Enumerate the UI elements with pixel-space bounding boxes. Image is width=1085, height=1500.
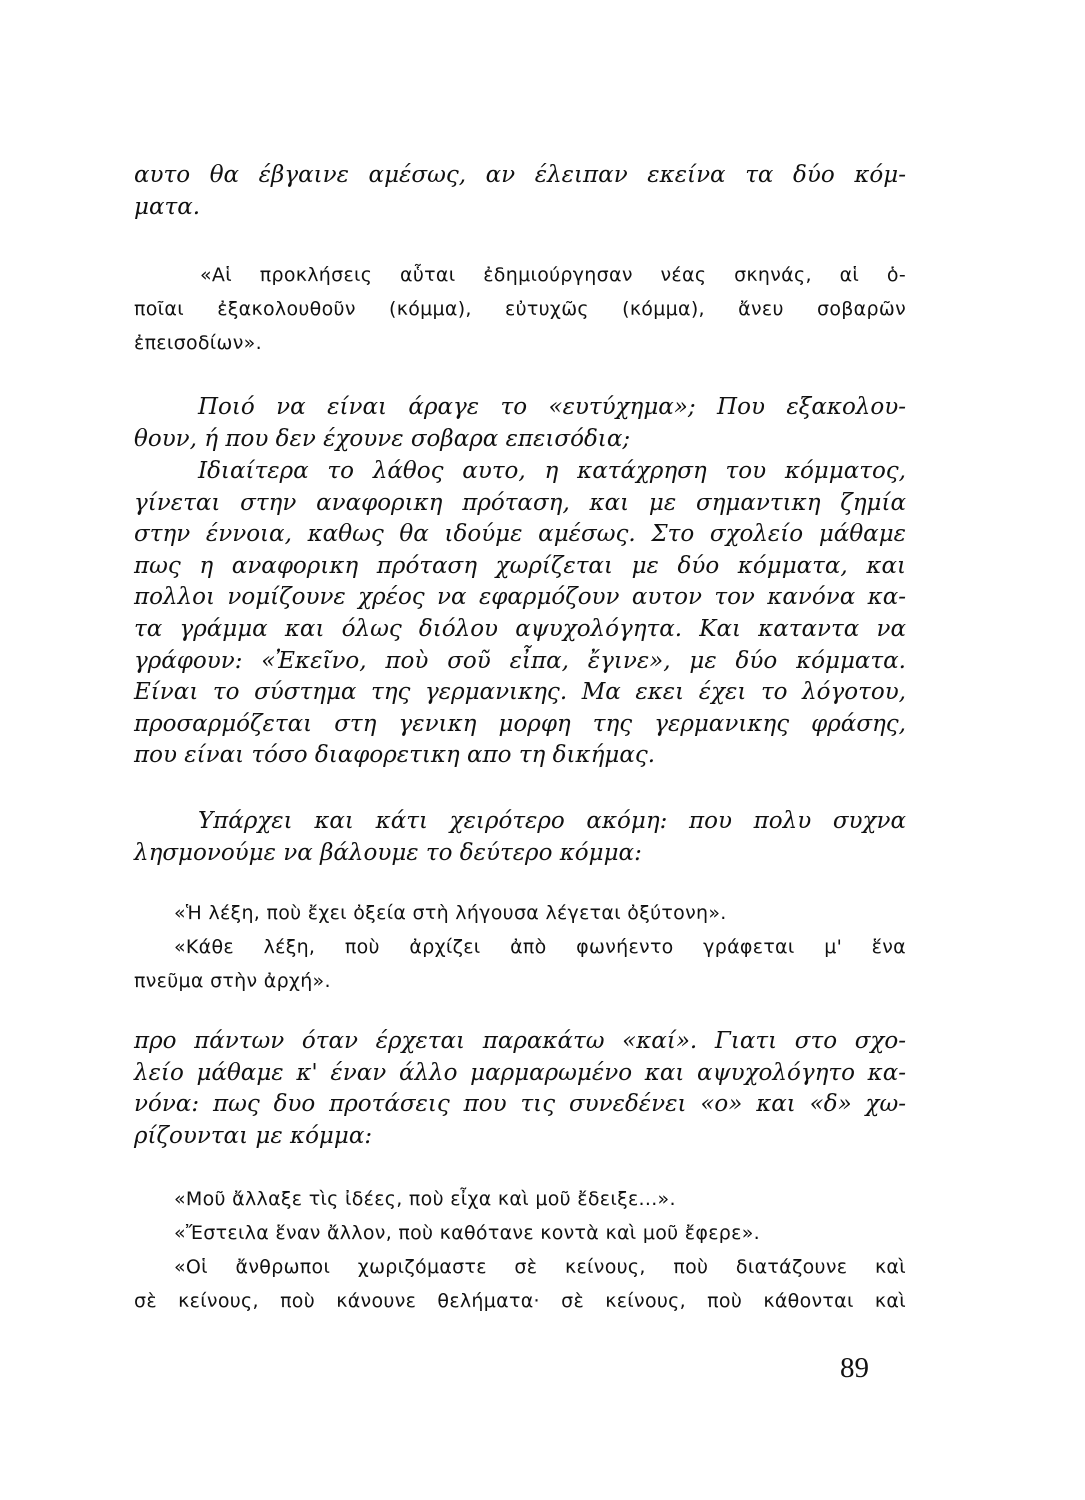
- text-line: θουν, ή που δεν έχουνε σοβαρα επεισόδια;: [134, 425, 631, 452]
- quote-2: [134, 896, 906, 930]
- text-line: στην έννοια, καθως θα ιδούμε αμέσως. Στο σχολείο μάθαμε: [134, 521, 906, 548]
- text-line: «Αἱ προκλήσεις αὗται ἐδημιούργησαν νέας σκηνάς, αἱ ὁ-: [200, 264, 906, 286]
- text-line: αυτο θα έβγαινε αμέσως, αν έλειπαν εκείνα τα δύο κόμ-: [134, 162, 906, 188]
- text-line: λησμονούμε να βάλουμε το δεύτερο κόμμα:: [134, 839, 642, 866]
- text-line: προ πάντων όταν έρχεται παρακάτω «καί». Γιατι στο σχο-: [134, 1028, 906, 1054]
- text-line: πνεῦμα στὴν ἀρχή».: [134, 970, 331, 992]
- text-line: ματα.: [134, 193, 201, 220]
- text-line: γίνεται στην αναφορικη πρόταση, και με σημαντικη ζημία: [134, 489, 906, 516]
- text-line: Ποιό να είναι άραγε το «ευτύχημα»; Που εξακολου-: [198, 394, 906, 420]
- quote-6: [134, 1250, 906, 1318]
- quote-4: [134, 1182, 906, 1216]
- text-line: πως η αναφορικη πρόταση χωρίζεται με δύο κόμματα, και: [134, 552, 906, 579]
- text-line: ποῖαι ἐξακολουθοῦν (κόμμα), εὐτυχῶς (κόμμα), ἄνευ σοβαρῶν: [134, 298, 906, 320]
- text-line: «Μοῦ ἄλλαξε τὶς ἰδέες, ποὺ εἶχα καὶ μοῦ ἔδειξε...».: [174, 1188, 676, 1210]
- text-line: «Ἔστειλα ἕναν ἄλλον, ποὺ καθότανε κοντὰ καὶ μοῦ ἔφερε».: [174, 1222, 760, 1244]
- quote-5: [134, 1216, 906, 1250]
- text-line: νόνα: πως δυο προτάσεις που τις συνεδένει «ο» και «δ» χω-: [134, 1091, 906, 1118]
- paragraph-4: [134, 806, 906, 869]
- text-line: προσαρμόζεται στη γενικη μορφη της γερμανικης φράσης,: [134, 710, 906, 737]
- text-line: Ιδιαίτερα το λάθος αυτο, η κατάχρηση του κόμματος,: [198, 458, 906, 484]
- text-line: ρίζουνται με κόμμα:: [134, 1122, 373, 1149]
- paragraph-1: [134, 160, 906, 223]
- text-line: που είναι τόσο διαφορετικη απο τη δικήμας.: [134, 742, 656, 769]
- text-line: ἐπεισοδίων».: [134, 332, 262, 354]
- text-line: Είναι το σύστημα της γερμανικης. Μα εκει έχει το λόγοτου,: [134, 679, 906, 706]
- text-line: πολλοι νομίζουνε χρέος να εφαρμόζουν αυτον τον κανόνα κα-: [134, 584, 906, 611]
- text-line: Υπάρχει και κάτι χειρότερο ακόμη: που πολυ συχνα: [198, 808, 906, 834]
- paragraph-3: [134, 456, 906, 772]
- text-line: σὲ κείνους, ποὺ κάνουνε θελήματα· σὲ κείνους, ποὺ κάθονται καὶ: [134, 1290, 906, 1312]
- paragraph-2: [134, 392, 906, 455]
- quote-1: [134, 258, 906, 360]
- text-line: γράφουν: «Ἐκεῖνο, ποὺ σοῦ εἶπα, ἔγινε», με δύο κόμματα.: [134, 647, 906, 674]
- page-number: 89: [840, 1352, 869, 1384]
- text-line: τα γράμμα και όλως διόλου αψυχολόγητα. Και καταντα να: [134, 615, 906, 642]
- text-line: «Οἱ ἄνθρωποι χωριζόμαστε σὲ κείνους, ποὺ διατάζουνε καὶ: [174, 1256, 906, 1278]
- paragraph-5: [134, 1026, 906, 1152]
- text-line: «Κάθε λέξη, ποὺ ἀρχίζει ἀπὸ φωνήεντο γράφεται μ' ἕνα: [174, 936, 906, 958]
- quote-3: [134, 930, 906, 998]
- text-line: «Ἡ λέξη, ποὺ ἔχει ὀξεία στὴ λήγουσα λέγεται ὀξύτονη».: [174, 902, 727, 924]
- text-line: λείο μάθαμε κ' έναν άλλο μαρμαρωμένο και αψυχολόγητο κα-: [134, 1059, 906, 1086]
